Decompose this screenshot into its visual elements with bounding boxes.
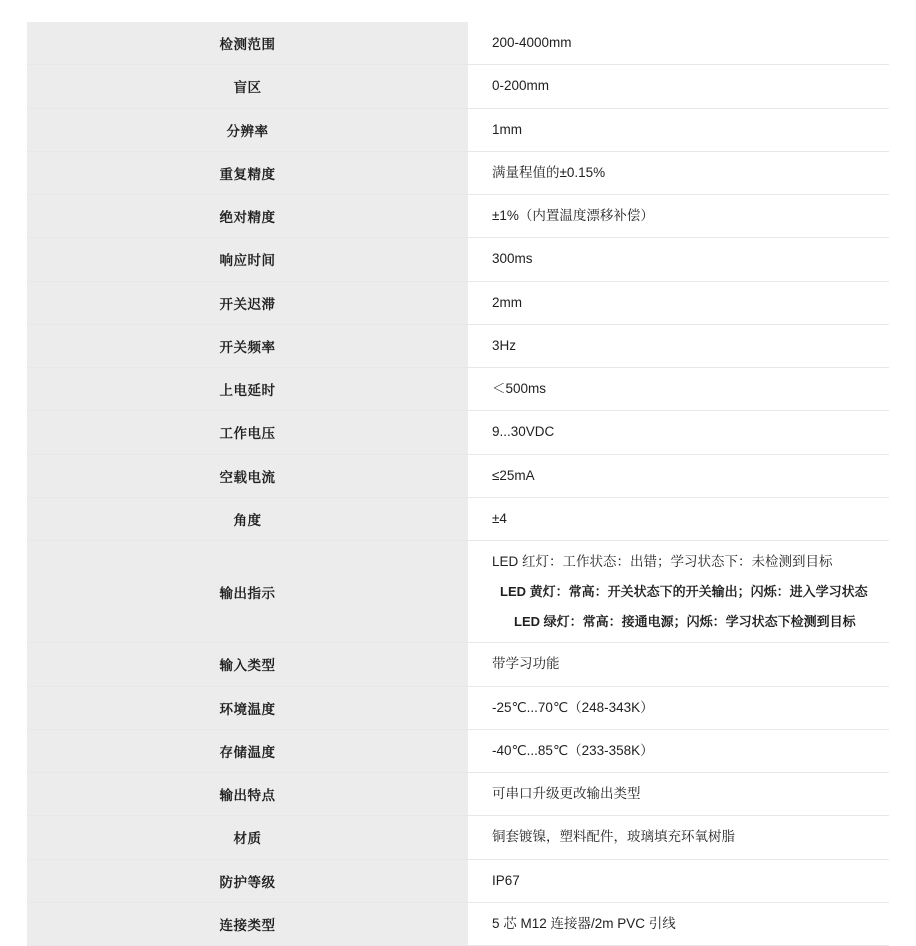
spec-value: 200-4000mm <box>468 22 889 65</box>
spec-value: 0-200mm <box>468 65 889 108</box>
table-row <box>27 902 889 945</box>
table-row <box>27 454 889 497</box>
spec-value: ≤25mA <box>468 454 889 497</box>
spec-value: ±1%（内置温度漂移补偿） <box>468 195 889 238</box>
spec-label: 盲区 <box>27 65 468 108</box>
table-row <box>27 497 889 540</box>
table-row <box>27 108 889 151</box>
spec-value: IP67 <box>468 859 889 902</box>
spec-label: 开关频率 <box>27 324 468 367</box>
spec-label: 工作电压 <box>27 411 468 454</box>
table-row <box>27 195 889 238</box>
spec-value: 满量程值的±0.15% <box>468 151 889 194</box>
spec-label: 防护等级 <box>27 859 468 902</box>
spec-value: ＜500ms <box>468 368 889 411</box>
table-row <box>27 686 889 729</box>
spec-label: 角度 <box>27 497 468 540</box>
spec-value: 5 芯 M12 连接器/2m PVC 引线 <box>468 902 889 945</box>
table-row-output-indicator <box>27 541 889 643</box>
table-row <box>27 368 889 411</box>
table-row <box>27 816 889 859</box>
led-green-line: LED 绿灯：常高：接通电源；闪烁：学习状态下检测到目标 <box>514 613 856 629</box>
spec-label: 环境温度 <box>27 686 468 729</box>
led-yellow-line: LED 黄灯：常高：开关状态下的开关输出；闪烁：进入学习状态 <box>500 584 868 600</box>
spec-label: 输出特点 <box>27 773 468 816</box>
table-row <box>27 22 889 65</box>
spec-label: 材质 <box>27 816 468 859</box>
table-row <box>27 151 889 194</box>
spec-value: -25℃...70℃（248-343K） <box>468 686 889 729</box>
spec-value: 3Hz <box>468 324 889 367</box>
spec-label: 空载电流 <box>27 454 468 497</box>
table-row <box>27 643 889 686</box>
spec-value: 300ms <box>468 238 889 281</box>
spec-value: 1mm <box>468 108 889 151</box>
led-red-line: LED 红灯：工作状态：出错；学习状态下：未检测到目标 <box>492 554 833 569</box>
spec-label: 检测范围 <box>27 22 468 65</box>
spec-value-output-indicator <box>468 541 889 643</box>
spec-value: 可串口升级更改输出类型 <box>468 773 889 816</box>
spec-value: 带学习功能 <box>468 643 889 686</box>
table-row <box>27 859 889 902</box>
spec-label: 分辨率 <box>27 108 468 151</box>
spec-label: 存储温度 <box>27 729 468 772</box>
spec-label: 开关迟滞 <box>27 281 468 324</box>
table-row <box>27 65 889 108</box>
spec-label: 响应时间 <box>27 238 468 281</box>
spec-value: 2mm <box>468 281 889 324</box>
spec-value: 9...30VDC <box>468 411 889 454</box>
spec-label: 输入类型 <box>27 643 468 686</box>
specification-table <box>27 22 889 946</box>
spec-label: 输出指示 <box>27 541 468 643</box>
spec-value: 铜套镀镍，塑料配件，玻璃填充环氧树脂 <box>468 816 889 859</box>
table-row <box>27 281 889 324</box>
spec-label: 绝对精度 <box>27 195 468 238</box>
spec-value: ±4 <box>468 497 889 540</box>
table-row <box>27 411 889 454</box>
table-row <box>27 238 889 281</box>
spec-label: 连接类型 <box>27 902 468 945</box>
table-row <box>27 324 889 367</box>
spec-value: -40℃...85℃（233-358K） <box>468 729 889 772</box>
table-row <box>27 729 889 772</box>
spec-label: 上电延时 <box>27 368 468 411</box>
table-row <box>27 773 889 816</box>
spec-label: 重复精度 <box>27 151 468 194</box>
